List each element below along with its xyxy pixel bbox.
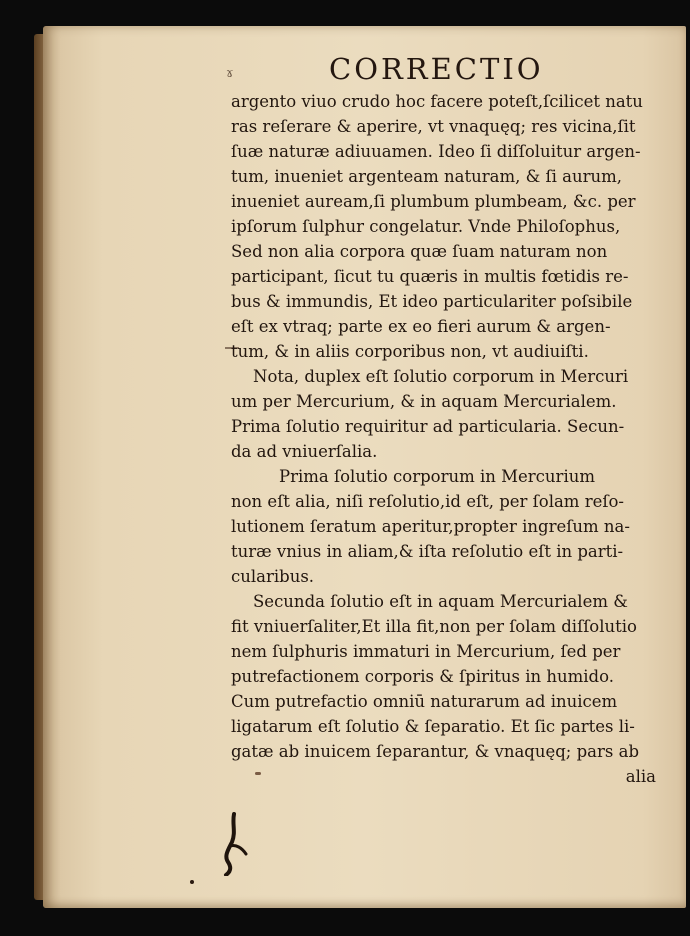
text-line: cularibus. [231,567,315,586]
text-line: gatæ ab inuicem ſeparantur, & vnaquęq; pars ab [231,742,640,761]
body-text [231,89,656,789]
text-line: eſt ex vtraq; parte ex eo fieri aurum & argen- [231,317,611,336]
ink-mark-icon [214,812,254,876]
text-line: tum, & in aliis corporibus non, vt audiuiſti. [231,342,589,361]
text-line: ras reſerare & aperire, vt vnaquęq; res vicina,ſit [231,117,636,136]
text-line: participant, ſicut tu quæris in multis fœtidis re- [231,267,629,286]
text-line: Secunda ſolutio eſt in aquam Mercurialem & [253,592,628,611]
paper-stain [255,772,261,775]
header-mark: ɤ [226,66,234,81]
text-line: um per Mercurium, & in aquam Mercurialem. [231,392,617,411]
text-line: turæ vnius in aliam,& iſta reſolutio eſt in parti- [231,542,624,561]
text-line: Cum putrefactio omniū naturarum ad inuicem [231,692,618,711]
text-line: nem ſulphuris immaturi in Mercurium, ſed per [231,642,621,661]
text-line: non eſt alia, niſi reſolutio,id eſt, per ſolam reſo- [231,492,624,511]
text-line: Nota, duplex eſt ſolutio corporum in Mercuri [253,367,629,386]
text-line: bus & immundis, Et ideo particulariter poſsibile [231,292,633,311]
text-line: fit vniuerſaliter,Et illa fit,non per ſolam diſſolutio [231,617,637,636]
text-line: argento viuo crudo hoc facere poteſt,ſcilicet natu [231,92,643,111]
text-line: inueniet auream,ſi plumbum plumbeam, &c. per [231,192,636,211]
text-line: tum, inueniet argenteam naturam, & ſi aurum, [231,167,623,186]
catchword: alia [625,767,656,786]
paper-dot [190,880,194,884]
text-line: putrefactionem corporis & ſpiritus in humido. [231,667,615,686]
text-line: ligatarum eſt ſolutio & ſeparatio. Et ſic partes li- [231,717,635,736]
text-line: ſuæ naturæ adiuuamen. Ideo ſi diſſoluitur argen- [231,142,641,161]
text-line: Prima ſolutio corporum in Mercurium [279,467,595,486]
text-line: Sed non alia corpora quæ ſuam naturam non [231,242,608,261]
running-head-title: CORRECTIO [329,52,544,86]
text-line: Prima ſolutio requiritur ad particularia. Secun- [231,417,625,436]
text-line: da ad vniuerſalia. [231,442,378,461]
text-line: ipſorum ſulphur congelatur. Vnde Philoſophus, [231,217,621,236]
text-line: lutionem ſeratum aperitur,propter ingreſum na- [231,517,630,536]
